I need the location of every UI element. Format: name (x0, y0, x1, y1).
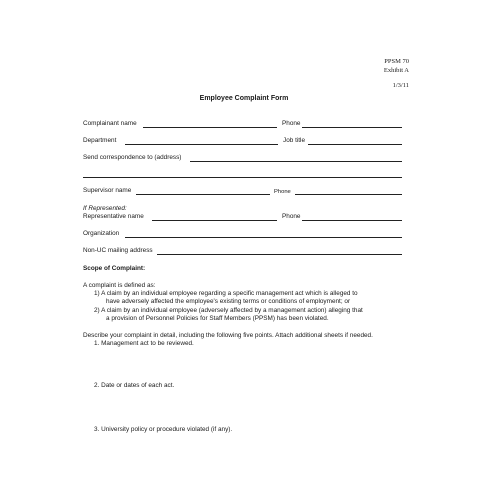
supervisor-name-field[interactable] (136, 194, 270, 195)
point-2: 2. Date or dates of each act. (94, 382, 175, 389)
supervisor-phone-field[interactable] (295, 194, 402, 195)
scope-definition: A complaint is defined as: (83, 282, 156, 289)
phone-field[interactable] (302, 127, 402, 128)
representative-phone-field[interactable] (302, 220, 402, 221)
scope-item-2: 2) A claim by an individual employee (adversely affected by a management action) alleging that (94, 307, 363, 314)
scope-item-1: 1) A claim by an individual employee regarding a specific management act which is alleged to (94, 290, 358, 297)
send-correspondence-label: Send correspondence to (address) (83, 154, 182, 161)
department-field[interactable] (125, 144, 278, 145)
correspondence-address-field[interactable] (190, 161, 402, 162)
document-header (384, 58, 409, 91)
point-1: 1. Management act to be reviewed. (94, 340, 194, 347)
phone-label: Phone (282, 120, 301, 127)
exhibit-label: Exhibit A (383, 66, 409, 74)
scope-item-2-continued: a provision of Personnel Policies for Staff Members (PPSM) has been violated. (106, 315, 329, 322)
job-title-label: Job title (283, 137, 306, 144)
organization-label: Organization (83, 230, 120, 237)
department-label: Department (83, 137, 117, 144)
scope-heading: Scope of Complaint: (83, 265, 146, 272)
scope-item-1-continued: have adversely affected the employee's existing terms or conditions of employment; or (106, 298, 351, 305)
revision-date: 1/3/11 (392, 82, 409, 89)
if-represented-label: If Represented: (83, 205, 127, 212)
form-code: PPSM 70 (384, 58, 409, 65)
non-uc-address-field[interactable] (157, 254, 402, 255)
representative-name-label: Representative name (83, 213, 144, 220)
representative-phone-label: Phone (282, 213, 301, 220)
supervisor-name-label: Supervisor name (83, 187, 132, 194)
complainant-name-label: Complainant name (83, 120, 137, 127)
complainant-name-field[interactable] (143, 127, 277, 128)
supervisor-phone-label: Phone (274, 189, 291, 195)
job-title-field[interactable] (308, 144, 402, 145)
non-uc-address-label: Non-UC mailing address (83, 247, 153, 254)
correspondence-address-line-2[interactable] (83, 177, 402, 178)
point-3: 3. University policy or procedure violated (if any). (94, 426, 233, 433)
describe-instructions: Describe your complaint in detail, including the following five points. Attach additional sheets if needed. (83, 332, 373, 339)
representative-name-field[interactable] (152, 220, 277, 221)
organization-field[interactable] (125, 237, 402, 238)
form-title: Employee Complaint Form (199, 95, 289, 102)
